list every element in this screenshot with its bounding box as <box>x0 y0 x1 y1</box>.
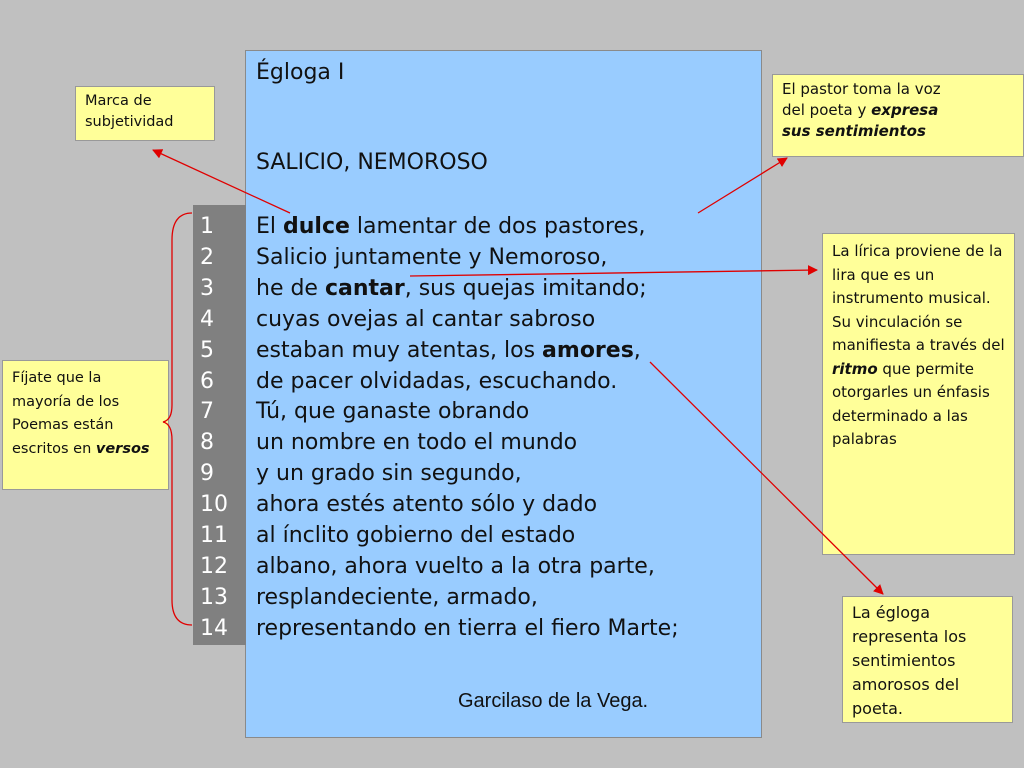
line-number: 7 <box>200 399 214 425</box>
note-versos-text: Fíjate que la mayoría de los Poemas están escritos en <box>12 370 120 457</box>
note-lirica-emphasis: ritmo <box>832 359 878 378</box>
verse-text: resplandeciente, armado, <box>256 584 538 610</box>
verse-bracket <box>163 213 192 625</box>
verse-text: Tú, que ganaste obrando <box>256 399 530 425</box>
line-number: 1 <box>200 214 214 239</box>
arrow-cantar-lirica <box>410 270 817 276</box>
line-number: 8 <box>200 430 214 456</box>
note-lirica-text: La lírica proviene de la lira que es un instrumento musical. Su vinculación se manifiesta a través del <box>832 242 1005 354</box>
note-subjetividad-line1: Marca de <box>85 93 152 109</box>
verse-highlight: cantar <box>324 275 405 301</box>
line-number: 6 <box>200 368 214 394</box>
line-number: 10 <box>200 492 228 518</box>
verse-highlight: dulce <box>283 214 350 239</box>
verse-text: he de <box>256 275 325 301</box>
note-versos-emphasis: versos <box>95 440 150 457</box>
line-number: 11 <box>200 523 228 548</box>
line-number: 12 <box>200 553 228 579</box>
line-number: 13 <box>200 584 228 610</box>
line-number: 5 <box>200 337 214 363</box>
line-number: 2 <box>200 244 214 270</box>
line-number: 14 <box>200 615 228 641</box>
line-number: 4 <box>200 306 214 332</box>
poem-characters: SALICIO, NEMOROSO <box>256 150 488 175</box>
verse-text: representando en tierra el fiero Marte; <box>256 615 679 641</box>
note-pastor-line1: El pastor toma la voz <box>782 80 941 98</box>
arrow-pastores-pastor <box>698 158 787 213</box>
verse-text: un nombre en todo el mundo <box>256 430 578 456</box>
arrow-amores-egloga <box>650 359 883 594</box>
verse-text: de pacer olvidadas, escuchando. <box>256 368 618 394</box>
verse-text: estaban muy atentas, los <box>256 337 543 363</box>
verse-text-end: , sus quejas imitando; <box>404 275 647 301</box>
verse-text: Salicio juntamente y Nemoroso, <box>256 244 608 270</box>
verse-text: y un grado sin segundo, <box>256 461 522 487</box>
verse-text-end: , <box>633 337 641 363</box>
verse-text: ahora estés atento sólo y dado <box>256 492 598 518</box>
verse-text: albano, ahora vuelto a la otra parte, <box>256 553 655 579</box>
verse-highlight: amores <box>542 337 634 363</box>
verse-text: cuyas ovejas al cantar sabroso <box>256 306 596 332</box>
note-pastor-line3: sus sentimientos <box>782 122 926 140</box>
note-subjetividad-line2: subjetividad <box>85 114 174 130</box>
verse-text: al ínclito gobierno del estado <box>256 523 576 548</box>
line-number: 3 <box>200 275 214 301</box>
note-egloga-text: La égloga representa los sentimientos amorosos del poeta. <box>852 603 967 718</box>
verse-text-end: lamentar de dos pastores, <box>349 214 646 239</box>
poem-author: Garcilaso de la Vega. <box>458 690 649 712</box>
line-number: 9 <box>200 461 214 487</box>
verse-text: El <box>256 214 284 239</box>
note-pastor-emphasis: expresa <box>871 101 939 119</box>
poem-title: Égloga I <box>256 60 345 85</box>
note-lirica-text-end: que permite otorgarles un énfasis determinado a las palabras <box>832 359 990 448</box>
arrow-dulce-subjetividad <box>153 150 290 213</box>
note-pastor-line2: del poeta y <box>782 101 872 119</box>
